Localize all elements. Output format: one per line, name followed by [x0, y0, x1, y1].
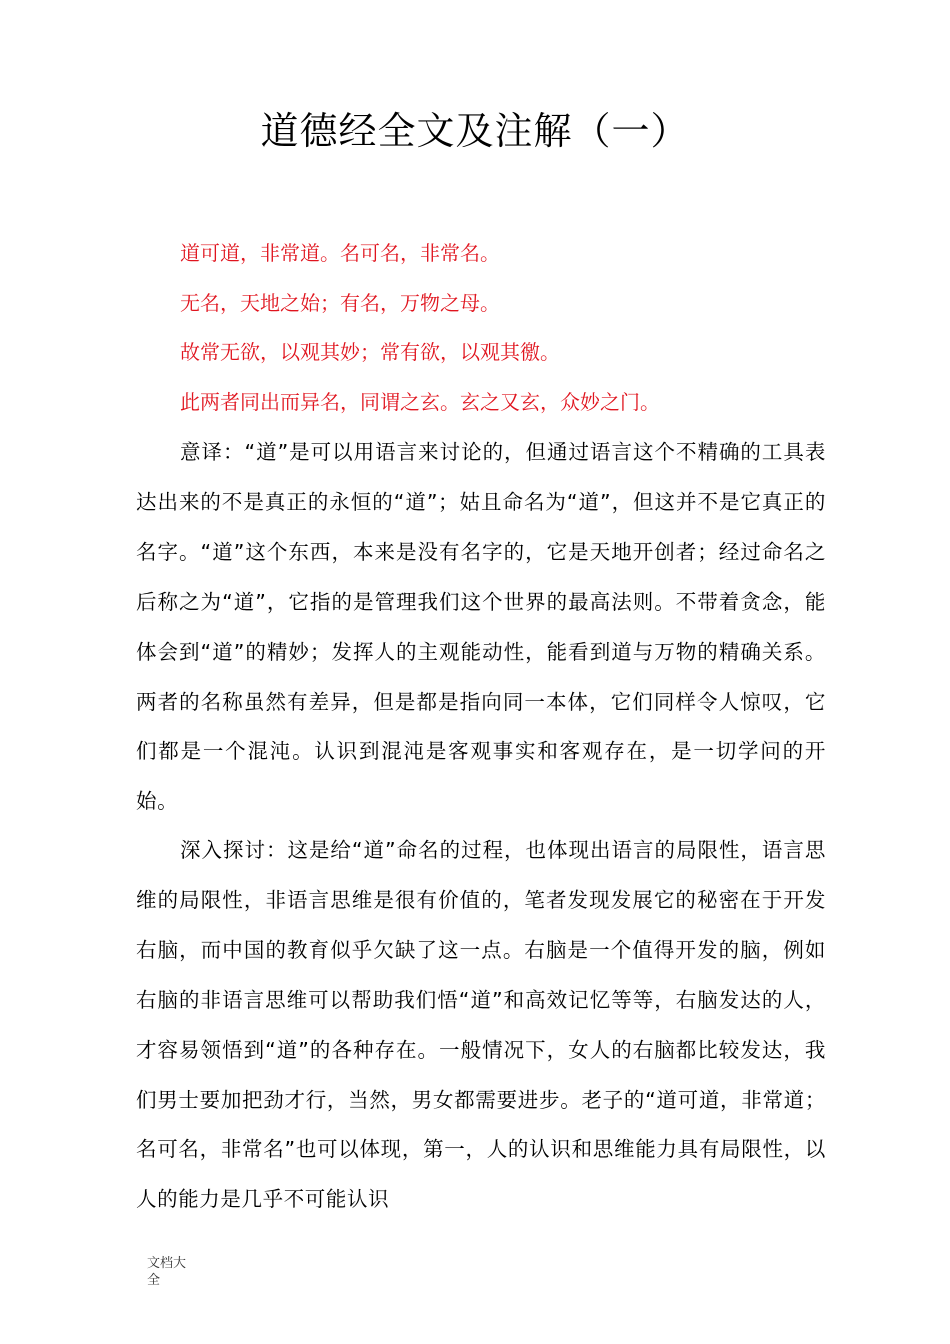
translation-paragraph: 意译：“道”是可以用语言来讨论的，但通过语言这个不精确的工具表达出来的不是真正的永恒的“道”；姑且命名为“道”，但这并不是它真正的名字。“道”这个东西，本来是没有名字的，它是天地开创者；经过命名之后称之为“道”，它指的是管理我们这个世界的最高法则。不带着贪念，能体会到“道”的精妙；发挥人的主观能动性，能看到道与万物的精确关系。两者的名称虽然有差异，但是都是指向同一本体，它们同样令人惊叹，它们都是一个混沌。认识到混沌是客观事实和客观存在，是一切学问的开始。 — [136, 440, 826, 814]
page-footer: 文档大全 — [147, 1256, 187, 1288]
verse-line: 此两者同出而异名，同谓之玄。玄之又玄，众妙之门。 — [180, 389, 660, 414]
discussion-paragraph: 深入探讨：这是给“道”命名的过程，也体现出语言的局限性，语言思维的局限性，非语言思维是很有价值的，笔者发现发展它的秘密在于开发右脑，而中国的教育似乎欠缺了这一点。右脑是一个值得开发的脑，例如右脑的非语言思维可以帮助我们悟“道”和高效记忆等等，右脑发达的人，才容易领悟到“道”的各种存在。一般情况下，女人的右脑都比较发达，我们男士要加把劲才行，当然，男女都需要进步。老子的“道可道，非常道；名可名，非常名”也可以体现，第一，人的认识和思维能力具有局限性，以人的能力是几乎不可能认识 — [136, 838, 826, 1212]
verse-line: 故常无欲，以观其妙；常有欲，以观其徼。 — [180, 340, 560, 365]
document-title: 道德经全文及注解（一） — [260, 109, 690, 153]
verse-block — [180, 229, 880, 427]
verse-line: 无名，天地之始；有名，万物之母。 — [180, 290, 500, 315]
verse-line: 道可道，非常道。名可名，非常名。 — [180, 241, 500, 265]
